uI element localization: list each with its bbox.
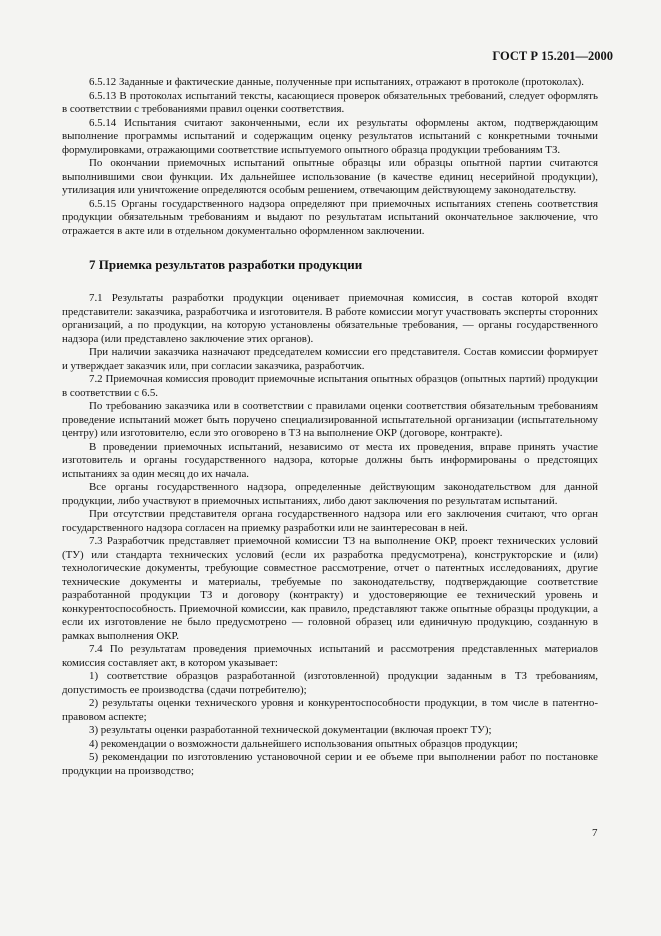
paragraph-commission-chair: При наличии заказчика назначают председателем комиссии его представителя. Состав комиссии формирует и утверждает заказчик или, при согласии заказчика, разработчик. xyxy=(62,346,598,372)
list-item-3: 3) результаты оценки разработанной технической документации (включая проект ТУ); xyxy=(89,724,492,736)
paragraph-after-tests: По окончании приемочных испытаний опытные образцы или образцы опытной партии считаются выполнившими свои функции. Их дальнейшее использование (в качестве единиц несерийной продукции), утилизация или уничтожение определяются особым решением, отвечающим действующему законодательству. xyxy=(62,157,598,196)
paragraph-7-3: 7.3 Разработчик представляет приемочной комиссии ТЗ на выполнение ОКР, проект технических условий (ТУ) или стандарта технических условий (если их разработка предусмотрена), конструкторские и (или) технологические документы, требующие совместное рассмотрение, отчет о патентных исследованиях, другие технические документы и материалы, требуемые по законодательству, подтверждающие соответствие разработанной продукции ТЗ и договору (контракту) и удостоверяющие ее технический уровень и конкурентоспособность. Приемочной комиссии, как правило, представляют также опытные образцы продукции, а если их изготовление не было предусмотрено — головной образец или единичную продукцию, созданную в рамках выполнения ОКР. xyxy=(62,535,598,642)
list-item-4: 4) рекомендации о возможности дальнейшего использования опытных образцов продукции; xyxy=(89,737,518,750)
paragraph-absence-representative: При отсутствии представителя органа государственного надзора или его заключения считают, что орган государственного надзора согласен на приемку разработки или не заинтересован в ней. xyxy=(62,508,598,534)
paragraph-7-2: 7.2 Приемочная комиссия проводит приемочные испытания опытных образцов (опытных партий) продукции в соответствии с 6.5. xyxy=(62,373,598,399)
paragraph-7-1: 7.1 Результаты разработки продукции оценивает приемочная комиссия, в состав которой входят представители: заказчика, разработчика и изготовителя. В работе комиссии могут участвовать эксперты сторонних организаций, а по продукции, на которую установлены обязательные требования, — органы государственного надзора (или представлено заключение этих органов). xyxy=(62,292,598,345)
list-item-1: 1) соответствие образцов разработанной (изготовленной) продукции заданным в ТЗ требованиям, допустимость ее производства (сдачи потребителю); xyxy=(62,670,598,696)
list-item-5: 5) рекомендации по изготовлению установочной серии и ее объеме при выполнении работ по постановке продукции на производство; xyxy=(62,751,598,777)
paragraph-6-5-14: 6.5.14 Испытания считают законченными, если их результаты оформлены актом, подтверждающим выполнение программы испытаний и содержащим оценку результатов испытаний с конкретными точными формулировками, отражающими соответствие испытуемого опытного образца продукции требованиям ТЗ. xyxy=(62,116,598,156)
list-item-2: 2) результаты оценки технического уровня и конкурентоспособности продукции, в том числе в патентно-правовом аспекте; xyxy=(62,697,598,723)
paragraph-customer-request: По требованию заказчика или в соответствии с правилами оценки соответствия обязательным требованиям проведение испытаний может быть поручено специализированной испытательной организации (испытательному центру) или изготовителю, если это оговорено в ТЗ на выполнение ОКР (договоре, контракте). xyxy=(62,400,598,439)
paragraph-6-5-13: 6.5.13 В протоколах испытаний тексты, касающиеся проверок обязательных требований, следует оформлять в соответствии с требованиями правил оценки соответствия. xyxy=(62,89,598,115)
paragraph-6-5-12: 6.5.12 Заданные и фактические данные, полученные при испытаниях, отражают в протоколе (протоколах). xyxy=(89,76,585,88)
paragraph-supervision-bodies: Все органы государственного надзора, определенные действующим законодательством для данной продукции, либо участвуют в приемочных испытаниях, либо дают заключения по результатам испытаний. xyxy=(62,481,598,507)
section-heading: 7 Приемка результатов разработки продукции xyxy=(89,257,363,272)
document-header: ГОСТ Р 15.201—2000 xyxy=(492,49,613,63)
paragraph-7-4: 7.4 По результатам проведения приемочных испытаний и рассмотрения представленных материалов комиссия составляет акт, в котором указывает: xyxy=(62,643,598,669)
paragraph-participation: В проведении приемочных испытаний, независимо от места их проведения, вправе принять участие изготовитель и органы государственного надзора, которые должны быть информированы о предстоящих испытаниях за один месяц до их начала. xyxy=(62,440,598,480)
page-number: 7 xyxy=(592,827,598,839)
document-body xyxy=(62,76,598,778)
paragraph-6-5-15: 6.5.15 Органы государственного надзора определяют при приемочных испытаниях степень соответствия продукции обязательным требованиям и выдают по результатам испытаний окончательное заключение, что отражается в акте или в отдельном документально оформленном заключении. xyxy=(62,197,598,237)
